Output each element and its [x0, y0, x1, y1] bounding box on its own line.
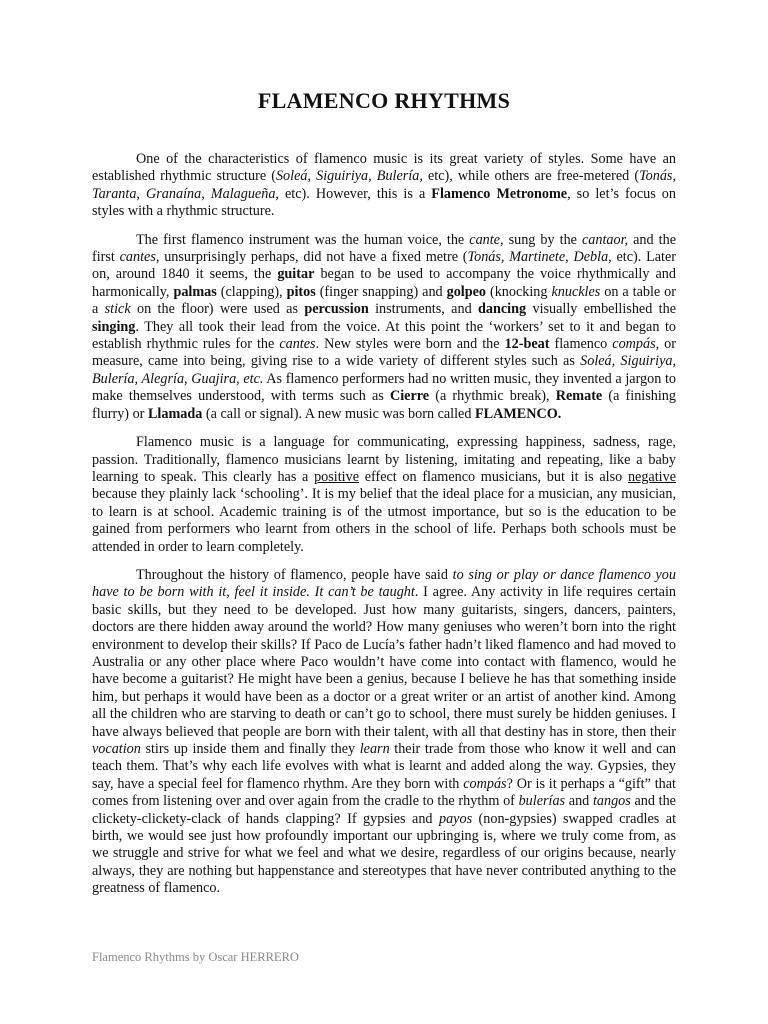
text-run: on the floor) were used as	[130, 301, 305, 318]
bold-term: pitos	[286, 283, 316, 300]
text-run: stirs up inside them and finally they	[140, 741, 360, 757]
bold-term: Llamada	[147, 405, 203, 422]
text-run: (knocking	[486, 283, 552, 300]
text-run: because they plainly lack ‘schooling’. It is my belief that the ideal place for a musician, any musician, to learn is at school. Academic training is of the utmost importance, but so is the education to be gained from performers who learnt from others in the school of life. Perhaps both schools must be attended in order to learn completely.	[92, 486, 676, 555]
text-run: visually embellished the	[526, 301, 676, 318]
bold-term: palmas	[173, 283, 217, 300]
document-body	[92, 151, 676, 909]
bold-term: singing	[92, 318, 136, 335]
bold-term: FLAMENCO.	[475, 405, 562, 422]
italic-term: cantes	[119, 249, 156, 266]
underlined-term: negative	[627, 468, 676, 485]
italic-term: stick	[104, 301, 131, 318]
underlined-term: positive	[314, 468, 359, 485]
italic-term: bulerías	[518, 793, 566, 810]
italic-term: Soleá, Siguiriya, Bulería,	[275, 168, 423, 185]
bold-term: 12-beat	[504, 336, 550, 353]
text-run: As flamenco performers had no written music, they invented a jargon to make themselves understood, with terms such as	[92, 370, 676, 405]
text-run: The first flamenco instrument was the human voice, the	[136, 231, 470, 248]
text-run: (finger snapping) and	[315, 283, 447, 300]
bold-term: Cierre	[389, 388, 430, 405]
text-run: (non-gypsies) swapped cradles at birth, we would see just how profoundly important our upbringing is, where we truly come from, as we struggle and strive for what we feel and what we desire, regardless of our origins because, nearly always, they are nothing but happenstance and stereotypes that have never contributed anything to the greatness of flamenco.	[92, 810, 677, 897]
body-paragraph	[92, 232, 676, 423]
text-run: flamenco	[549, 336, 613, 353]
bold-term: percussion	[304, 301, 369, 318]
italic-term: knuckles	[551, 283, 601, 300]
italic-term: Tonás, Taranta, Granaína, Malagueña,	[92, 168, 676, 202]
page-footer: Flamenco Rhythms by Oscar HERRERO	[92, 950, 299, 964]
text-run: etc). However, this is a	[278, 185, 432, 202]
italic-term: learn	[359, 741, 390, 757]
text-run: effect on flamenco musicians, but it is also	[359, 468, 628, 485]
italic-term: payos	[438, 810, 473, 827]
text-run: Throughout the history of flamenco, people have said	[136, 566, 453, 583]
italic-term: Soleá, Siguiriya, Bulería, Alegría, Guajira, etc.	[92, 353, 677, 387]
italic-term: cante	[469, 231, 500, 248]
bold-term: Flamenco Metronome	[431, 185, 568, 202]
text-run: , sung by the	[500, 231, 582, 248]
text-run: , so let’s focus on styles with a rhythmic structure.	[92, 185, 676, 220]
text-run: . I agree. Any activity in life requires certain basic skills, but they need to be developed. Just how many guitarists, singers, dancers, painters, doctors are there hidden away around the world? How many geniuses who weren’t born into the right environment to develop their skills? If Paco de Lucía’s father hadn’t liked flamenco and had moved to Australia or any other place where Paco wouldn’t have come into contact with flamenco, would he have become a guitarist? He might have been a genius, because I believe he has that something inside him, but perhaps it would have been as a doctor or a great writer or an artist of another kind. Among all the children who are starving to death or can’t go to school, there must surely be hidden geniuses. I have always believed that people are born with their talent, with all that destiny has in store, then their	[92, 584, 676, 740]
text-run: etc), while others are free-metered (	[422, 168, 640, 185]
italic-term: tangos	[592, 793, 631, 810]
body-paragraph	[92, 567, 676, 898]
text-run: One of the characteristics of flamenco music is its great variety of styles. Some have an established rhythmic structure (	[92, 151, 676, 185]
text-run: and the first	[92, 231, 676, 266]
text-run: and	[565, 793, 593, 810]
text-run: (a call or signal). A new music was born called	[202, 405, 475, 422]
body-paragraph	[92, 434, 676, 556]
text-run: Flamenco music is a language for communicating, expressing happiness, sadness, rage, passion. Traditionally, flamenco musicians learnt by listening, imitating and repeating, like a baby learning to speak. This clearly has a	[92, 434, 676, 485]
italic-term: cantes	[279, 336, 316, 353]
text-run: , unsurprisingly perhaps, did not have a fixed metre (	[155, 249, 468, 266]
bold-term: dancing	[478, 301, 527, 318]
text-run: (a finishing flurry) or	[92, 388, 676, 422]
text-run: and the clickety-clickety-clack of hands clapping? If gypsies and	[92, 793, 676, 827]
italic-term: cantaor,	[582, 231, 629, 248]
text-run: , etc). Later on, around 1840 it seems, the	[92, 249, 676, 283]
bold-term: golpeo	[446, 283, 487, 300]
bold-term: Remate	[555, 388, 603, 405]
text-run: on a table or a	[92, 283, 676, 318]
italic-term: compás	[463, 775, 507, 792]
text-run: instruments, and	[368, 301, 479, 318]
page-title: FLAMENCO RHYTHMS	[257, 88, 511, 113]
italic-term: vocation	[92, 741, 141, 757]
text-run: began to be used to accompany the voice rhythmically and harmonically,	[92, 266, 676, 300]
text-run: (a rhythmic break),	[429, 388, 556, 405]
text-run: (clapping),	[216, 283, 287, 300]
text-run: ? Or is it perhaps a “gift” that comes from listening over and over again from the cradle to the rhythm of	[92, 775, 676, 810]
text-run: . They all took their lead from the voice. At this point the ‘workers’ set to it and began to establish rhythmic rules for the	[92, 318, 676, 353]
bold-term: guitar	[277, 266, 315, 283]
italic-term: Tonás, Martinete, Debla	[467, 249, 609, 266]
italic-term: compás,	[612, 336, 660, 353]
text-run: . New styles were born and the	[315, 336, 505, 353]
text-run: their trade from those who know it well and can teach them. That’s why each life evolves with what is learnt and added along the way. Gypsies, they say, have a special feel for flamenco rhythm. Are they born with	[92, 741, 677, 792]
italic-term: to sing or play or dance flamenco you have to be born with it, feel it inside. It can’t be taught	[92, 566, 676, 601]
text-run: or measure, came into being, giving rise to a wide variety of different styles such as	[92, 336, 677, 370]
body-paragraph	[92, 151, 676, 221]
